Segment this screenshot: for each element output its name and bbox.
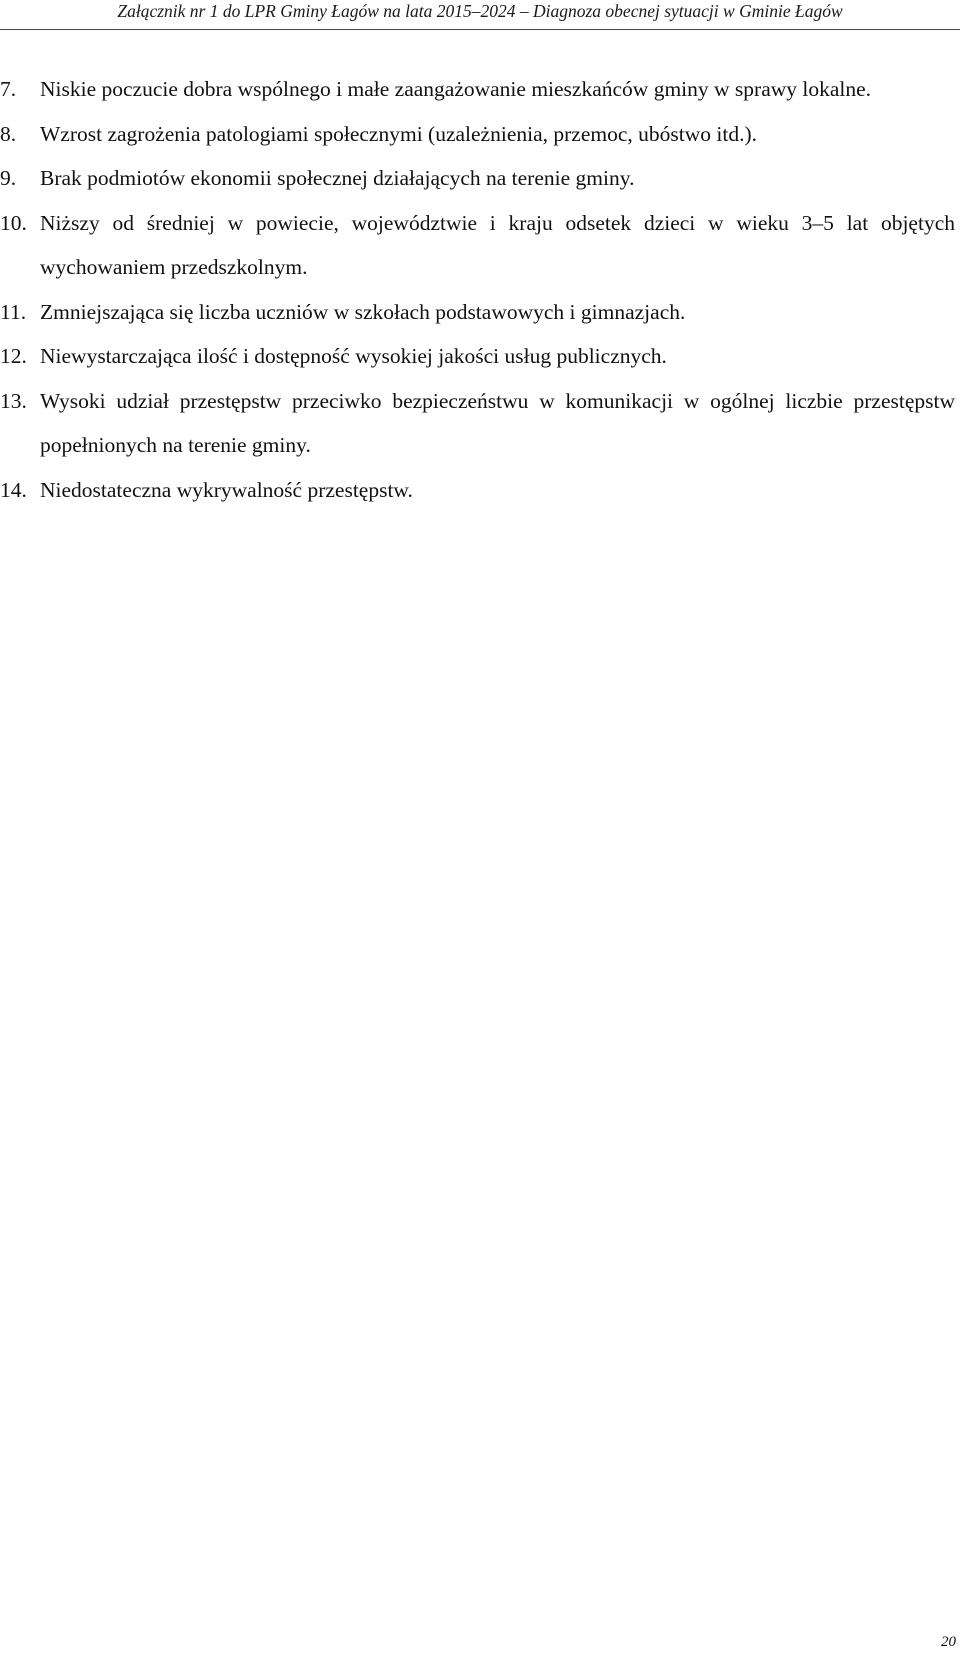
list-item-text: Wysoki udział przestępstw przeciwko bezpieczeństwu w komunikacji w ogólnej liczbie przestępstw popełnionych na terenie gminy. — [40, 388, 955, 457]
list-item — [0, 468, 960, 513]
list-item-text: Niższy od średniej w powiecie, województwie i kraju odsetek dzieci w wieku 3–5 lat objętych wychowaniem przedszkolnym. — [40, 210, 955, 279]
list-item-number: 8. — [0, 121, 17, 146]
list-item-text: Niewystarczająca ilość i dostępność wysokiej jakości usług publicznych. — [40, 344, 667, 368]
list-item — [0, 112, 960, 157]
list-item-number: 11. — [0, 299, 27, 324]
page-number: 20 — [941, 1634, 956, 1650]
list-item-number: 10. — [0, 210, 27, 235]
list-item-text: Niedostateczna wykrywalność przestępstw. — [40, 477, 413, 502]
list-item — [0, 67, 960, 112]
list-item-number: 14. — [0, 477, 27, 502]
problem-list — [0, 67, 960, 512]
list-item-text: Wzrost zagrożenia patologiami społecznymi (uzależnienia, przemoc, ubóstwo itd.). — [40, 121, 757, 146]
list-item-number: 12. — [0, 344, 27, 368]
list-item — [0, 201, 960, 290]
list-item — [0, 334, 960, 379]
list-item — [0, 379, 960, 468]
list-item-text: Brak podmiotów ekonomii społecznej działających na terenie gminy. — [40, 166, 635, 190]
page-header — [0, 0, 960, 22]
list-item-number: 13. — [0, 388, 27, 413]
list-item-number: 9. — [0, 166, 17, 190]
header-divider — [0, 29, 960, 30]
list-item-text: Niskie poczucie dobra wspólnego i małe zaangażowanie mieszkańców gminy w sprawy lokalne. — [40, 77, 872, 101]
list-item — [0, 156, 960, 201]
list-item-number: 7. — [0, 77, 17, 101]
list-item — [0, 290, 960, 335]
list-item-text: Zmniejszająca się liczba uczniów w szkołach podstawowych i gimnazjach. — [40, 299, 686, 324]
header-title: Załącznik nr 1 do LPR Gminy Łagów na lata 2015–2024 – Diagnoza obecnej sytuacji w Gminie Łagów — [117, 1, 843, 21]
